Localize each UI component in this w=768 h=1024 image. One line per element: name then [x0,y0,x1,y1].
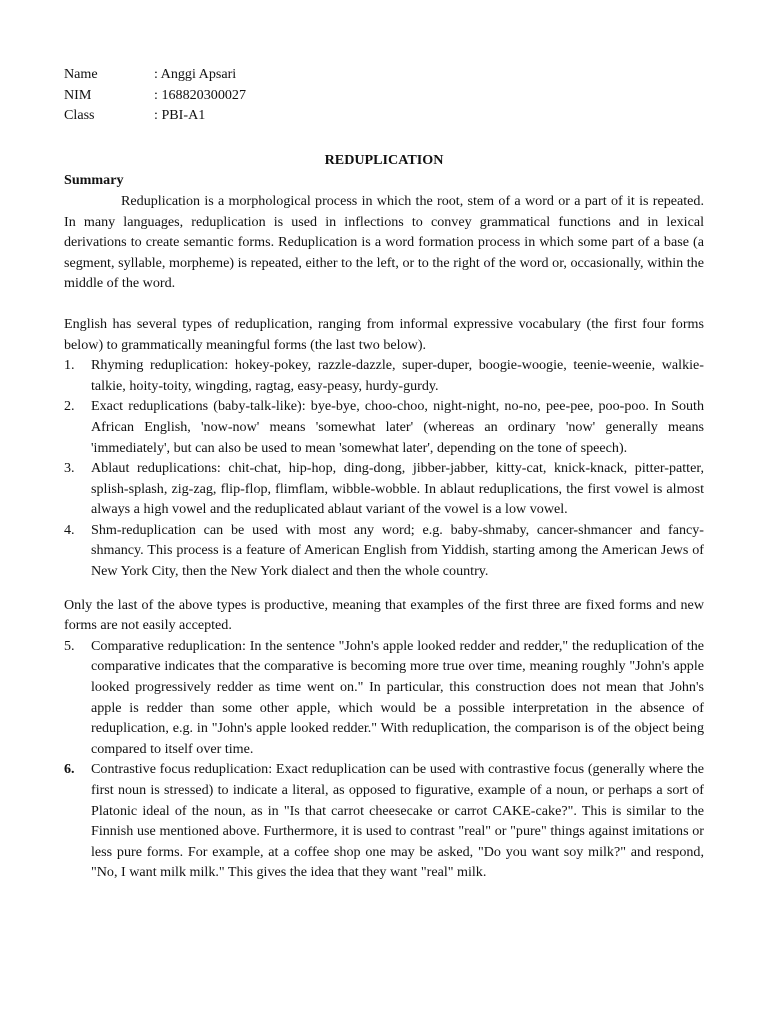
list-item-text: Ablaut reduplications: chit-chat, hip-hop, ding-dong, jibber-jabber, kitty-cat, knick-knack, pitter-patter, splish-splash, zig-zag, flip-flop, flimflam, wibble-wobble. In ablaut reduplications, the first vowel is almost always a high vowel and the reduplicated ablaut variant of the vowel is a low vowel. [91,460,704,518]
info-row-class [64,105,704,126]
list-item-text: Comparative reduplication: In the sentence "John's apple looked redder and redder," the reduplication of the comparative indicates that the comparative is becoming more true over time, meaning roughly "John's apple looked progressively redder as time went on." In particular, this construction does not mean that John's apple is redder than some other apple, which would be a possible interpretation in the absence of reduplication, e.g. in "John's apple looked redder." With reduplication, the comparison is of the object being compared to itself over time. [91,637,704,757]
list-item [64,355,704,396]
list-item [64,636,704,760]
list-item-text: Exact reduplications (baby-talk-like): bye-bye, choo-choo, night-night, no-no, pee-pee, poo-poo. In South African English, 'now-now' means 'somewhat later' (whereas an ordinary 'now' generally means 'immediately', but can also be used to mean 'somewhat later', depending on the tone of speech). [91,398,704,456]
info-row-name [64,64,704,85]
student-info [64,64,704,126]
info-row-nim [64,85,704,106]
list-item-text: Shm-reduplication can be used with most any word; e.g. baby-shmaby, cancer-shmancer and fancy-shmancy. This process is a feature of American English from Yiddish, starting among the American Jews of New York City, then the New York dialect and then the whole country. [91,521,704,580]
info-label: NIM [64,86,92,103]
list-item-number: 4. [64,521,75,538]
list-item [64,396,704,458]
info-label: Class [64,107,95,124]
info-label: Name [64,66,98,82]
list-item [64,759,704,883]
list-item-number: 2. [64,398,75,415]
reduplication-types-list [64,355,704,582]
info-value: : 168820300027 [154,86,247,103]
list-item-number: 1. [64,357,75,374]
types-intro-paragraph: English has several types of reduplication, ranging from informal expressive vocabulary (the first four forms below) to grammatically meaningful forms (the last two below). [64,315,704,353]
list-item-number: 3. [64,460,75,477]
list-item [64,520,704,582]
document-title: REDUPLICATION [324,151,444,168]
list-item-number: 5. [64,637,75,654]
document-content [64,64,704,883]
list-item-text: Rhyming reduplication: hokey-pokey, razzle-dazzle, super-duper, boogie-woogie, teenie-weenie, walkie-talkie, hoity-toity, wingding, ragtag, easy-peasy, hurdy-gurdy. [91,357,704,394]
info-value: : Anggi Apsari [154,66,237,82]
productivity-paragraph: Only the last of the above types is productive, meaning that examples of the first three are fixed forms and new forms are not easily accepted. [64,596,704,634]
list-item-text: Contrastive focus reduplication: Exact reduplication can be used with contrastive focus (generally where the first noun is stressed) to indicate a literal, as opposed to figurative, example of a noun, or perhaps a sort of Platonic ideal of the noun, as in "Is that carrot cheesecake or carrot CAKE-cake?". This is similar to the Finnish use mentioned above. Furthermore, it is used to contrast "real" or "pure" things against imitations or less pure forms. For example, at a coffee shop one may be asked, "Do you want soy milk?" and respond, "No, I want milk milk." This gives the idea that they want "real" milk. [91,761,704,881]
list-item-number: 6. [64,761,75,778]
summary-heading: Summary [64,172,124,189]
grammatical-types-list [64,636,704,883]
list-item [64,458,704,520]
summary-paragraph: Reduplication is a morphological process in which the root, stem of a word or a part of it is repeated. In many languages, reduplication is used in inflections to convey grammatical functions and in lexical derivations to create semantic forms. Reduplication is a word formation process in which some part of a base (a segment, syllable, morpheme) is repeated, either to the left, or to the right of the word or, occasionally, within the middle of the word. [64,192,704,292]
info-value: : PBI-A1 [154,107,206,124]
